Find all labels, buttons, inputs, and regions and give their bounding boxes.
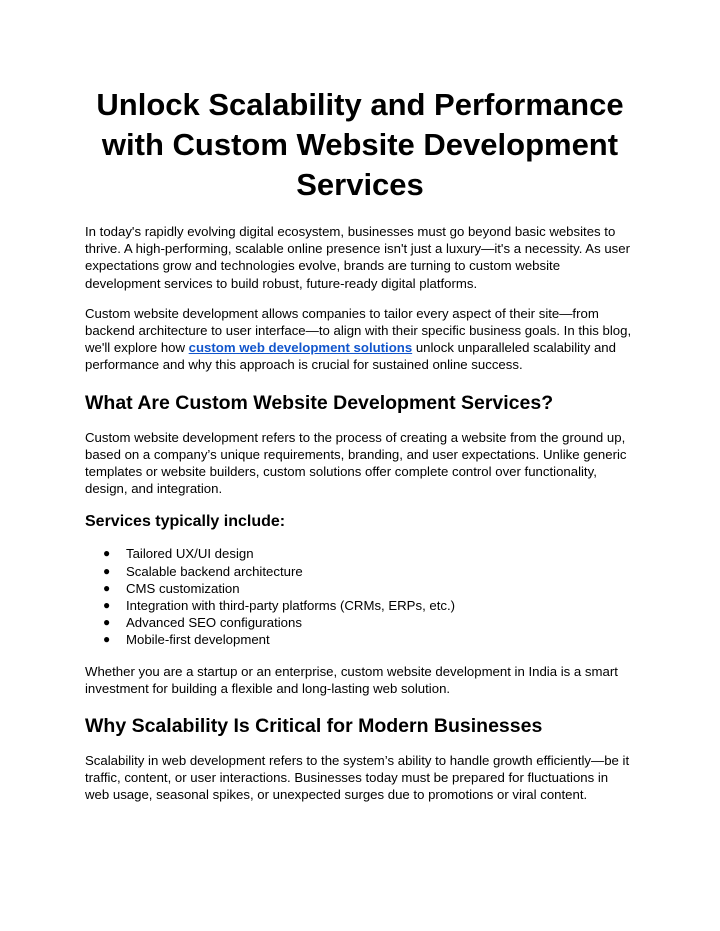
bullet-icon: ● bbox=[103, 598, 111, 613]
intro-paragraph: In today's rapidly evolving digital ecosystem, businesses must go beyond basic websites to thrive. A high-performing, scalable online presence isn't just a luxury—it's a necessity. As user expectations grow and technologies evolve, brands are turning to custom website development services to build robust, future-ready digital platforms. bbox=[85, 224, 631, 291]
bullet-icon: ● bbox=[103, 632, 111, 647]
list-item-text: Mobile-first development bbox=[126, 632, 270, 648]
overview-paragraph bbox=[85, 305, 635, 374]
list-item-text: CMS customization bbox=[126, 580, 240, 596]
overview-text-after-link: unlock unparalleled scalability and performance and why this approach is crucial for sustained online success. bbox=[85, 340, 616, 373]
services-subheading: Services typically include: bbox=[85, 513, 286, 531]
closing-paragraph: Whether you are a startup or an enterprise, custom website development in India is a smart investment for building a flexible and long-lasting web solution. bbox=[85, 663, 618, 696]
list-item-text: Tailored UX/UI design bbox=[126, 546, 254, 562]
overview-text-before-link: Custom website development allows companies to tailor every aspect of their site—from backend architecture to user interface—to align with their specific business goals. In this blog, we'll explore how bbox=[85, 305, 632, 356]
bullet-icon: ● bbox=[103, 546, 111, 561]
section-heading-what-are: What Are Custom Website Development Services? bbox=[85, 391, 554, 414]
list-item bbox=[85, 563, 635, 580]
bullet-icon: ● bbox=[103, 580, 111, 595]
custom-web-development-link[interactable]: custom web development solutions bbox=[188, 340, 413, 356]
definition-paragraph: Custom website development refers to the process of creating a website from the ground up, based on a company’s unique requirements, branding, and user expectations. Unlike generic templates or website builders, custom solutions offer complete control over functionality, design, and integration. bbox=[85, 429, 627, 497]
list-item bbox=[85, 597, 635, 614]
list-item-text: Scalable backend architecture bbox=[126, 563, 303, 579]
list-item bbox=[85, 614, 635, 631]
section-heading-scalability: Why Scalability Is Critical for Modern Businesses bbox=[85, 715, 543, 738]
list-item bbox=[85, 631, 635, 648]
document-page bbox=[85, 85, 635, 804]
bullet-icon: ● bbox=[103, 615, 111, 630]
bullet-icon: ● bbox=[103, 563, 111, 578]
list-item bbox=[85, 580, 635, 597]
page-title: Unlock Scalability and Performance with Custom Website Development Services bbox=[96, 87, 624, 202]
list-item-text: Integration with third-party platforms (CRMs, ERPs, etc.) bbox=[126, 598, 456, 614]
scalability-paragraph: Scalability in web development refers to the system’s ability to handle growth efficiently—be it traffic, content, or user interactions. Businesses today must be prepared for fluctuations in web usage, seasonal spikes, or unexpected surges due to promotions or viral content. bbox=[85, 753, 630, 803]
services-list bbox=[85, 545, 635, 648]
list-item-text: Advanced SEO configurations bbox=[126, 615, 302, 631]
list-item bbox=[85, 545, 635, 562]
